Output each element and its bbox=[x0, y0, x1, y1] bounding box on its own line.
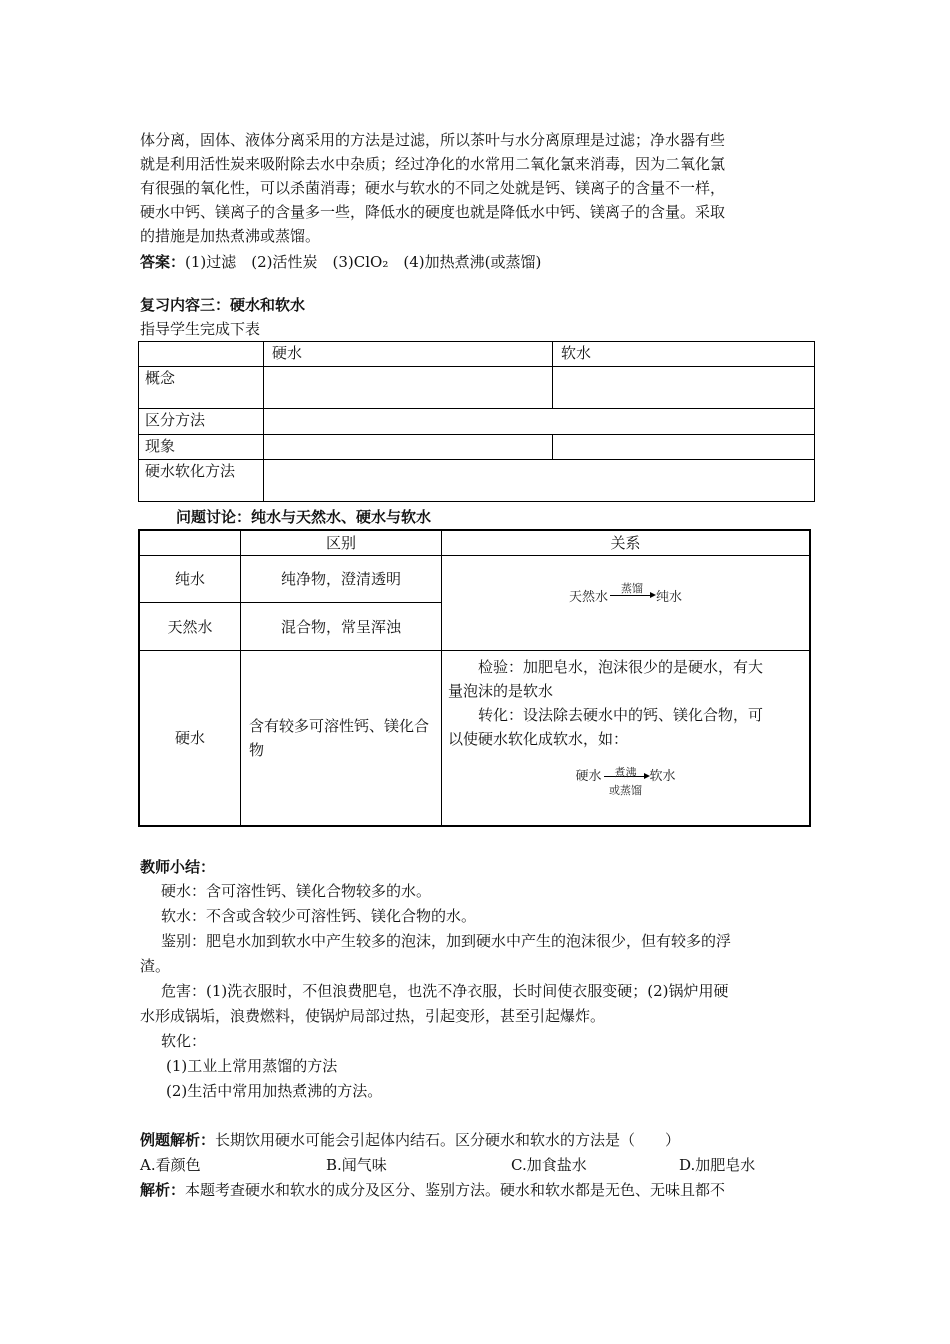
discussion-title: 问题讨论：纯水与天然水、硬水与软水 bbox=[176, 508, 432, 526]
relation-from: 天然水 bbox=[568, 590, 608, 605]
natural-water-desc: 混合物，常呈浑浊 bbox=[241, 602, 442, 650]
header-hard-water: 硬水 bbox=[264, 342, 553, 367]
arrow-label-bottom: 或蒸馏 bbox=[609, 784, 642, 797]
section-title: 复习内容三：硬水和软水 bbox=[140, 296, 306, 314]
intro-line: 体分离，固体、液体分离采用的方法是过滤，所以茶叶与水分离原理是过滤；净水器有些 bbox=[140, 131, 726, 149]
summary-line: 鉴别：肥皂水加到软水中产生较多的泡沫，加到硬水中产生的泡沫很少，但有较多的浮 bbox=[161, 932, 732, 950]
summary-line: (2)生活中常用加热煮沸的方法。 bbox=[166, 1082, 383, 1100]
header-empty-cell bbox=[139, 530, 241, 555]
row-phenomenon-label: 现象 bbox=[139, 435, 264, 460]
option-b: B.闻气味 bbox=[326, 1156, 387, 1174]
answer-text: (1)过滤 (2)活性炭 (3)ClO₂ (4)加热煮沸(或蒸馏) bbox=[185, 253, 542, 271]
intro-line: 的措施是加热煮沸或蒸馏。 bbox=[140, 227, 321, 245]
concept-hard-cell[interactable] bbox=[264, 367, 553, 409]
header-soft-water: 软水 bbox=[553, 342, 815, 367]
phenomenon-hard-cell[interactable] bbox=[264, 435, 553, 460]
summary-line: 软水：不含或含较少可溶性钙、镁化合物的水。 bbox=[161, 907, 477, 925]
natural-water-label: 天然水 bbox=[139, 602, 241, 650]
hard-water-desc: 含有较多可溶性钙、镁化合物 bbox=[241, 650, 442, 826]
section-instruction: 指导学生完成下表 bbox=[140, 320, 261, 338]
relation-to: 纯水 bbox=[656, 590, 683, 605]
hard-water-relation bbox=[442, 650, 811, 826]
summary-title: 教师小结： bbox=[140, 858, 216, 876]
intro-line: 有很强的氧化性，可以杀菌消毒；硬水与软水的不同之处就是钙、镁离子的含量不一样， bbox=[140, 179, 726, 197]
hard-water-label: 硬水 bbox=[139, 650, 241, 826]
analysis-line bbox=[140, 1178, 820, 1202]
header-difference: 区别 bbox=[241, 530, 442, 555]
analysis-label: 解析： bbox=[140, 1181, 186, 1199]
relation-to: 软水 bbox=[649, 768, 676, 784]
header-relation: 关系 bbox=[442, 530, 811, 555]
option-d: D.加肥皂水 bbox=[679, 1156, 756, 1174]
convert-line-2: 以使硬水软化成软水，如： bbox=[448, 729, 629, 748]
test-line-1: 检验：加肥皂水，泡沫很少的是硬水，有大 bbox=[478, 657, 764, 676]
row-concept-label: 概念 bbox=[139, 367, 264, 409]
summary-line: 水形成锅垢，浪费燃料，使锅炉局部过热，引起变形，甚至引起爆炸。 bbox=[140, 1007, 606, 1025]
softening-cell[interactable] bbox=[264, 460, 815, 502]
phenomenon-soft-cell[interactable] bbox=[553, 435, 815, 460]
option-a: A.看颜色 bbox=[140, 1156, 201, 1174]
analysis-text: 本题考查硬水和软水的成分及区分、鉴别方法。硬水和软水都是无色、无味且都不 bbox=[185, 1181, 726, 1199]
relation-natural-pure bbox=[442, 555, 811, 650]
header-empty-cell bbox=[139, 342, 264, 367]
arrow-label: 蒸馏 bbox=[621, 582, 643, 595]
summary-line: 渣。 bbox=[140, 957, 171, 975]
intro-line: 硬水中钙、镁离子的含量多一些，降低水的硬度也就是降低水中钙、镁离子的含量。采取 bbox=[140, 203, 726, 221]
intro-line: 就是利用活性炭来吸附除去水中杂质；经过净化的水常用二氧化氯来消毒，因为二氧化氯 bbox=[140, 155, 726, 173]
answer-label: 答案： bbox=[140, 253, 186, 271]
distinguish-cell[interactable] bbox=[264, 409, 815, 435]
arrow-label-top: 煮沸 bbox=[614, 766, 637, 779]
example-question: 长期饮用硬水可能会引起体内结石。区分硬水和软水的方法是（ ） bbox=[215, 1131, 681, 1149]
pure-water-label: 纯水 bbox=[139, 555, 241, 602]
discussion-table bbox=[138, 529, 811, 827]
hard-soft-table bbox=[138, 341, 815, 502]
summary-line: 危害：(1)洗衣服时，不但浪费肥皂，也洗不净衣服，长时间使衣服变硬；(2)锅炉用硬 bbox=[161, 982, 729, 1000]
example-label: 例题解析： bbox=[140, 1131, 216, 1149]
convert-line-1: 转化：设法除去硬水中的钙、镁化合物，可 bbox=[478, 705, 764, 724]
arrow-icon bbox=[604, 766, 648, 797]
summary-line: (1)工业上常用蒸馏的方法 bbox=[166, 1057, 338, 1075]
example-line bbox=[140, 1128, 820, 1152]
answer-line bbox=[140, 250, 820, 274]
option-c: C.加食盐水 bbox=[511, 1156, 587, 1174]
pure-water-desc: 纯净物，澄清透明 bbox=[241, 555, 442, 602]
summary-line: 硬水：含可溶性钙、镁化合物较多的水。 bbox=[161, 882, 432, 900]
row-softening-label: 硬水软化方法 bbox=[139, 460, 264, 502]
relation-from: 硬水 bbox=[575, 768, 602, 784]
concept-soft-cell[interactable] bbox=[553, 367, 815, 409]
arrow-icon bbox=[610, 582, 654, 596]
row-distinguish-label: 区分方法 bbox=[139, 409, 264, 435]
test-line-2: 量泡沫的是软水 bbox=[448, 681, 554, 700]
summary-line: 软化： bbox=[161, 1032, 207, 1050]
